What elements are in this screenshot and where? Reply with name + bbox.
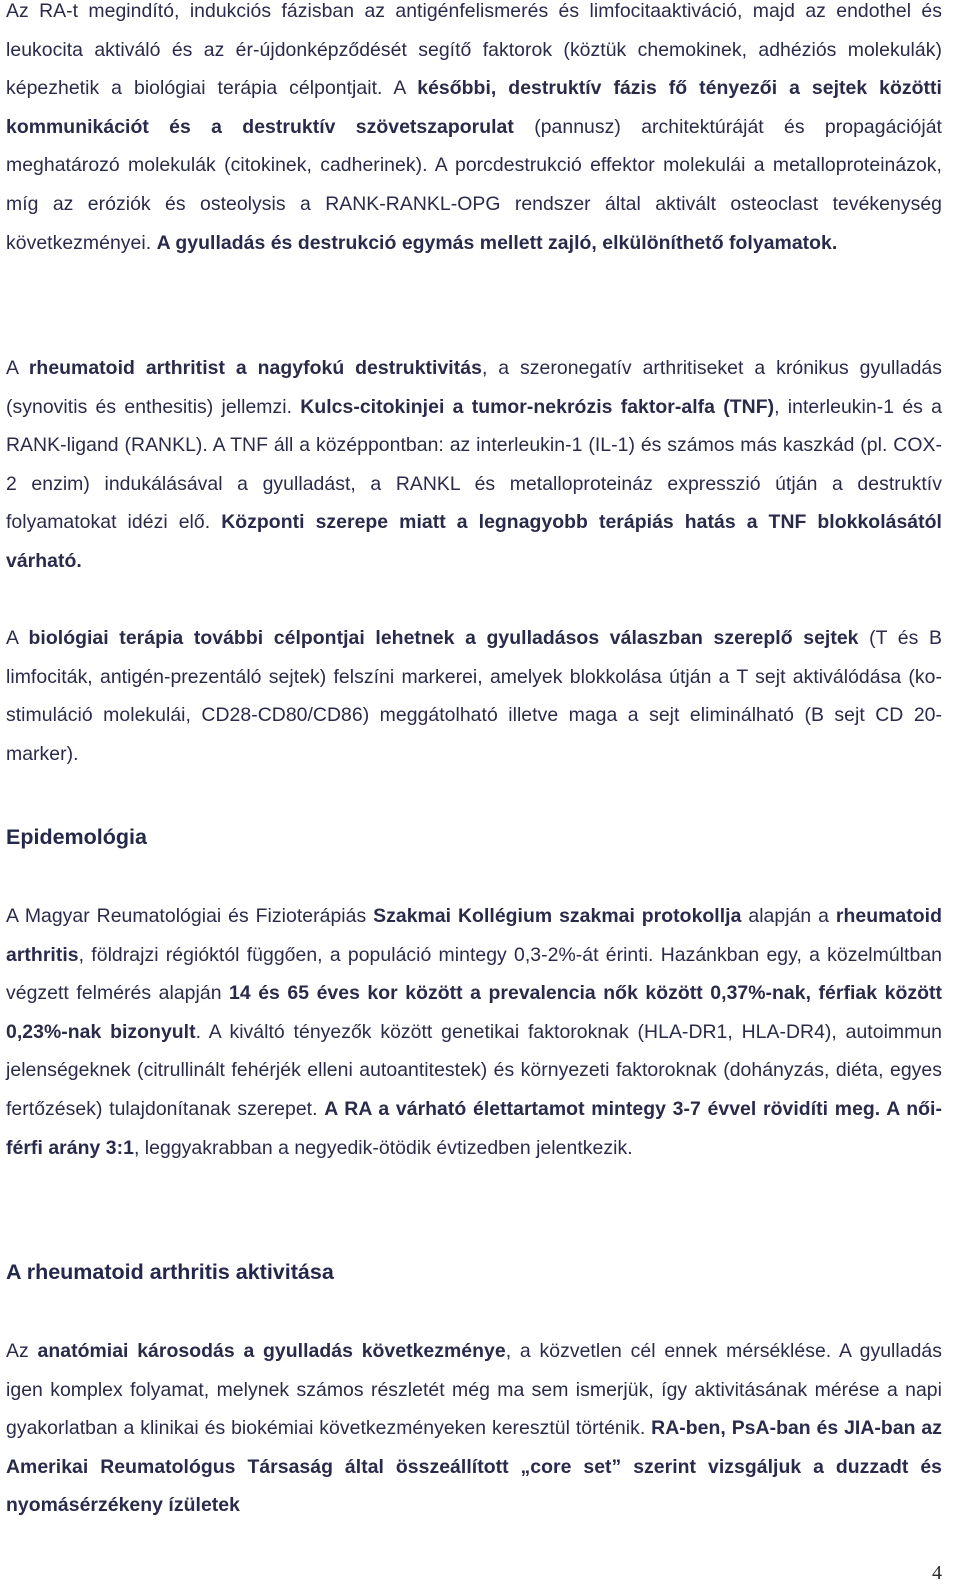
paragraph-biological-targets	[6, 619, 942, 773]
bold-text-run: anatómiai károsodás a gyulladás következménye	[37, 1340, 506, 1362]
bold-text-run: RA-ben, PsA-ban és JIA-ban az Amerikai Reumatológus Társaság által összeállított „core set” szerint vizsgáljuk a duzzadt és nyomásérzékeny ízületek	[6, 1417, 942, 1517]
bold-text-run: rheumatoid arthritist a nagyfokú destruktivitás	[28, 357, 482, 379]
page-number: 4	[932, 1562, 942, 1584]
bold-text-run: rheumatoid arthritis	[6, 905, 942, 966]
text-run: , földrajzi régióktól függően, a populáció mintegy 0,3-2%-át érinti. Hazánkban egy, a közelmúltban végzett felmérés alapján	[6, 943, 942, 1005]
bold-text-run: 14 és 65 éves kor között a prevalencia nők között 0,37%-nak, férfiak között 0,23%-nak bizonyult	[6, 982, 942, 1043]
text-run: A	[6, 357, 29, 379]
text-run: (pannusz) architektúráját és propagációját meghatározó molekulák (citokinek, cadherinek). A porcdestrukció effektor molekulái a metalloproteinázok, míg az eróziók és osteolysis a RANK-RANKL-OPG rendszer által aktivált osteoclast tevékenység következményei.	[6, 115, 942, 254]
text-run: . A kiváltó tényezők között genetikai faktoroknak (HLA-DR1, HLA-DR4), autoimmun jelenségeknek (citrullinált fehérjék elleni autoantitestek) és környezeti faktoroknak (dohányzás, diéta, egyes fertőzések) tulajdonítanak szerepet.	[6, 1020, 943, 1120]
text-run: alapján a	[741, 905, 836, 927]
bold-text-run: későbbi, destruktív fázis fő tényezői a sejtek közötti kommunikációt és a destruktív szövetszaporulat	[6, 77, 942, 138]
bold-text-run: Szakmai Kollégium szakmai protokollja	[373, 905, 742, 927]
bold-text-run: biológiai terápia további célpontjai lehetnek a gyulladásos válaszban szereplő sejtek	[28, 627, 859, 649]
bold-text-run: Központi szerepe miatt a legnagyobb terápiás hatás a TNF blokkolásától várható.	[6, 511, 942, 572]
bold-text-run: Kulcs-citokinjei a tumor-nekrózis faktor-alfa (TNF)	[300, 395, 775, 418]
text-run: Az RA-t megindító, indukciós fázisban az antigénfelismerés és limfocitaaktiváció, majd az endothel és leukocita aktiváló és az ér-újdonképződését segítő faktorok (köztük chemokinek, adhéziós molekulák) képezhetik a biológiai terápia célpontjait. A	[6, 0, 942, 100]
section-heading-epidemiology: Epidemológia	[6, 825, 147, 849]
bold-text-run: A gyulladás és destrukció egymás mellett zajló, elkülöníthető folyamatok.	[156, 231, 838, 254]
text-run: , a közvetlen cél ennek mérséklése. A gyulladás igen komplex folyamat, melynek számos részletét még ma sem ismerjük, így aktivitásának mérése a napi gyakorlatban a klinikai és biokémiai következményeken keresztül történik.	[6, 1340, 942, 1440]
paragraph-tnf-role	[6, 349, 942, 581]
text-run: Az	[6, 1340, 38, 1362]
paragraph-activity	[6, 1332, 942, 1525]
text-run: , interleukin-1 és a RANK-ligand (RANKL). A TNF áll a középpontban: az interleukin-1 (IL-1) és számos más kaszkád (pl. COX-2 enzim) indukálásával a gyulladást, a RANKL és metalloproteináz expresszió útján a destruktív folyamatokat idézi elő.	[6, 395, 942, 534]
section-heading-activity: A rheumatoid arthritis aktivitása	[6, 1260, 334, 1284]
text-run: (T és B limfociták, antigén-prezentáló sejtek) felszíni markerei, amelyek blokkolása útján a T sejt aktiválódása (ko-stimuláció molekulái, CD28-CD80/CD86) meggátolható illetve maga a sejt eliminálható (B sejt CD 20-marker).	[6, 627, 942, 765]
paragraph-epidemiology	[6, 897, 942, 1167]
bold-text-run: A RA a várható élettartamot mintegy 3-7 évvel rövidíti meg. A női-férfi arány 3:1	[6, 1097, 942, 1159]
text-run: A Magyar Reumatológiai és Fizioterápiás	[6, 905, 374, 927]
paragraph-pathogenesis-phases	[6, 0, 942, 262]
text-run: , a szeronegatív arthritiseket a krónikus gyulladás (synovitis és enthesitis) jellemzi.	[6, 357, 943, 418]
text-run: , leggyakrabban a negyedik-ötödik évtizedben jelentkezik.	[133, 1136, 633, 1159]
text-run: A	[6, 627, 29, 649]
